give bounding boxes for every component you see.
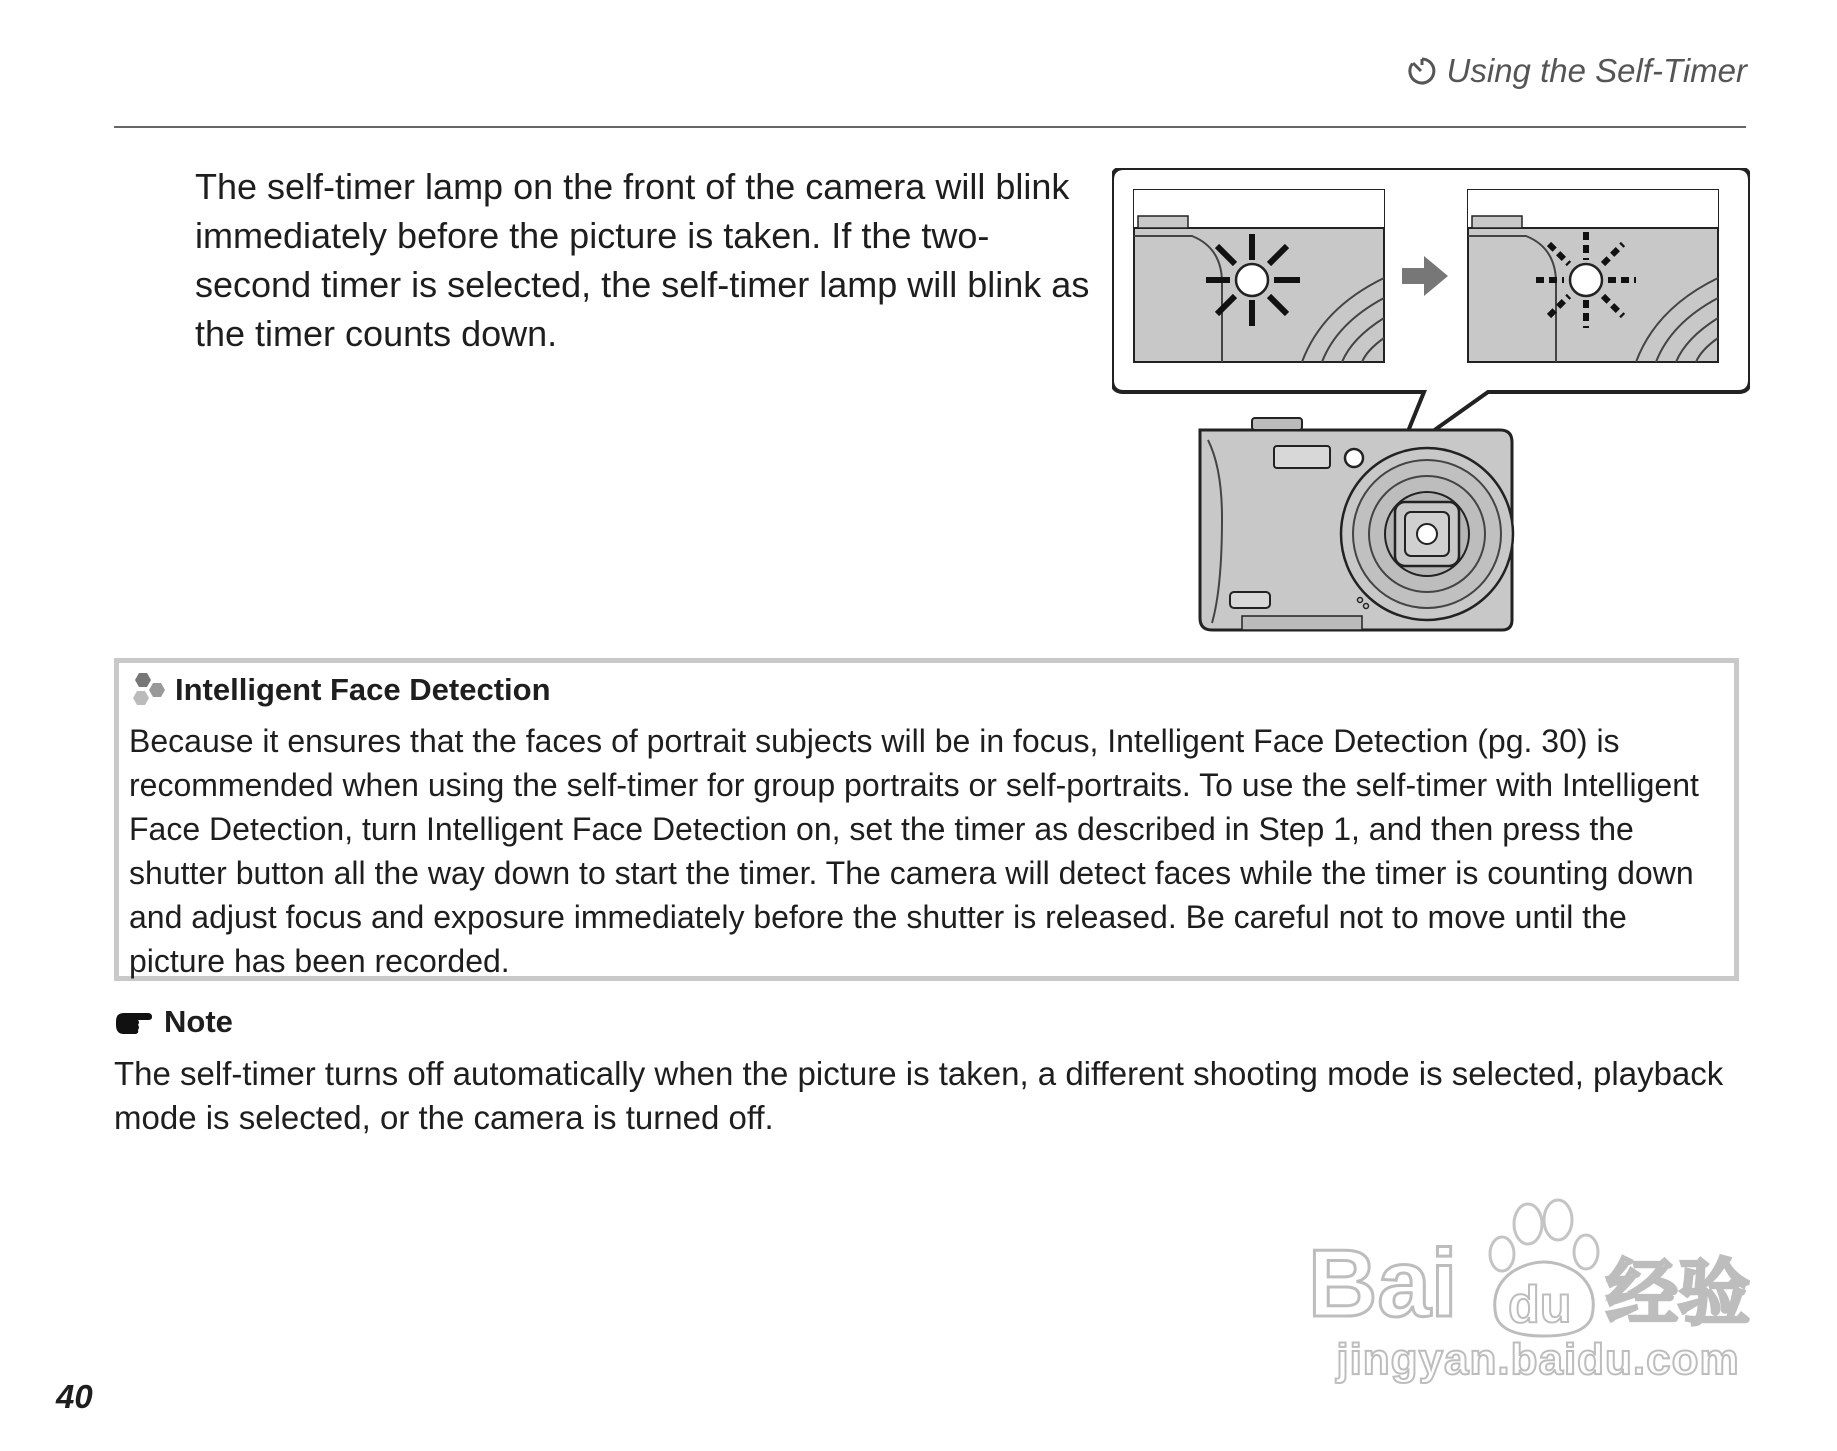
callout-heading	[129, 671, 551, 709]
note-body: The self-timer turns off automatically when the picture is taken, a different shooting mode is selected, playback mode is selected, or the camera is turned off.	[114, 1055, 1724, 1136]
page-number: 40	[56, 1378, 93, 1415]
callout-body: Because it ensures that the faces of portrait subjects will be in focus, Intelligent Face Detection (pg. 30) is recommended when using the self-timer for group portraits or self-portraits. To use the self-timer with Intelligent Face Detection, turn Intelligent Face Detection on, set the timer as described in Step 1, and then press the shutter button all the way down to start the timer. The camera will detect faces while the timer is counting down and adjust focus and exposure immediately before the shutter is released. Be careful not to move until the picture has been recorded.	[129, 723, 1699, 979]
page-header	[1405, 52, 1747, 90]
tip-hexagon-icon	[129, 671, 167, 709]
self-timer-lamp-camera-illustration	[1112, 168, 1750, 632]
note-heading	[114, 1004, 233, 1040]
self-timer-icon	[1405, 54, 1439, 88]
pointing-hand-icon	[114, 1007, 154, 1037]
intro-paragraph: The self-timer lamp on the front of the camera will blink immediately before the picture is taken. If the two-second timer is selected, the self-timer lamp will blink as the timer counts down.	[195, 166, 1090, 354]
svg-text:du: du	[1508, 1276, 1572, 1334]
callout-heading-text: Intelligent Face Detection	[175, 672, 551, 707]
camera-front-drawing	[1200, 418, 1513, 630]
face-detection-callout	[114, 658, 1739, 981]
watermark-url: jingyan.baidu.com	[1336, 1335, 1740, 1384]
header-rule	[114, 126, 1746, 128]
lamp-blinking-panel	[1468, 190, 1718, 362]
svg-text:经验: 经验	[1606, 1251, 1751, 1335]
svg-text:Bai: Bai	[1308, 1230, 1458, 1337]
header-title-text: Using the Self-Timer	[1446, 52, 1747, 89]
note-heading-text: Note	[164, 1004, 233, 1039]
lamp-on-panel	[1134, 190, 1384, 362]
